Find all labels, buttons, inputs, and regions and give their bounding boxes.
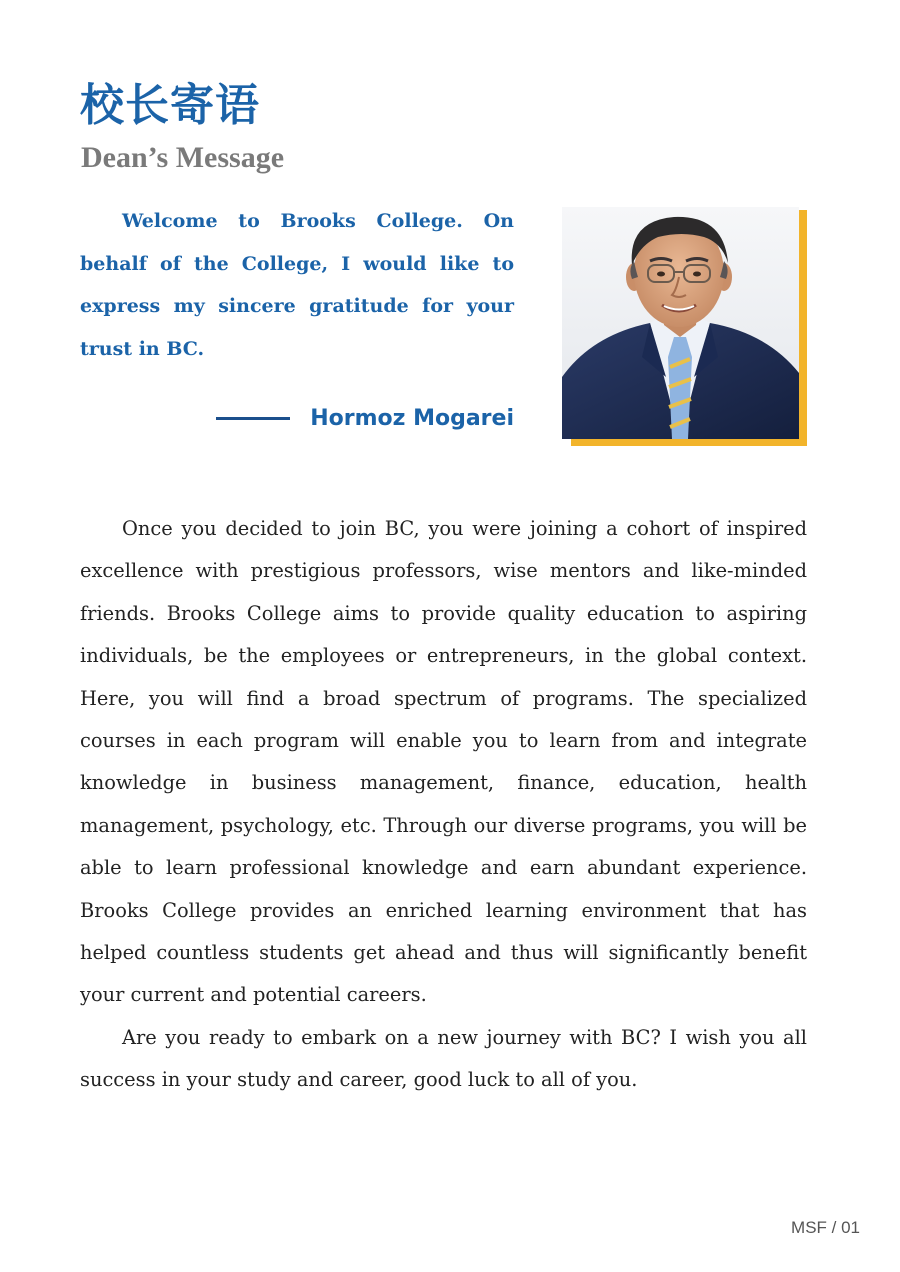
message-body (80, 508, 807, 1102)
body-paragraph-1: Once you decided to join BC, you were joining a cohort of inspired excellence with prestigious professors, wise mentors and like-minded friends. Brooks College aims to provide quality education to aspiring individuals, be the employees or entrepreneurs, in the global context. Here, you will find a broad spectrum of programs. The specialized courses in each program will enable you to learn from and integrate knowledge in business management, finance, education, health management, psychology, etc. Through our diverse programs, you will be able to learn professional knowledge and earn abundant experience. Brooks College provides an enriched learning environment that has helped countless students get ahead and thus will significantly benefit your current and potential careers. (80, 517, 807, 1007)
signature-dash (216, 417, 290, 420)
welcome-intro: Welcome to Brooks College. On behalf of the College, I would like to express my sincere gratitude for your trust in BC. (80, 210, 514, 360)
page-title-english: Dean’s Message (81, 141, 285, 174)
signature-name: Hormoz Mogarei (310, 405, 514, 431)
page-number: MSF / 01 (791, 1218, 860, 1237)
body-paragraph-2: Are you ready to embark on a new journey with BC? I wish you all success in your study and career, good luck to all of you. (80, 1025, 807, 1092)
page-title-chinese: 校长寄语 (80, 80, 260, 131)
signature-block (216, 398, 514, 438)
dean-portrait (562, 207, 799, 439)
portrait-illustration-icon (562, 207, 799, 439)
